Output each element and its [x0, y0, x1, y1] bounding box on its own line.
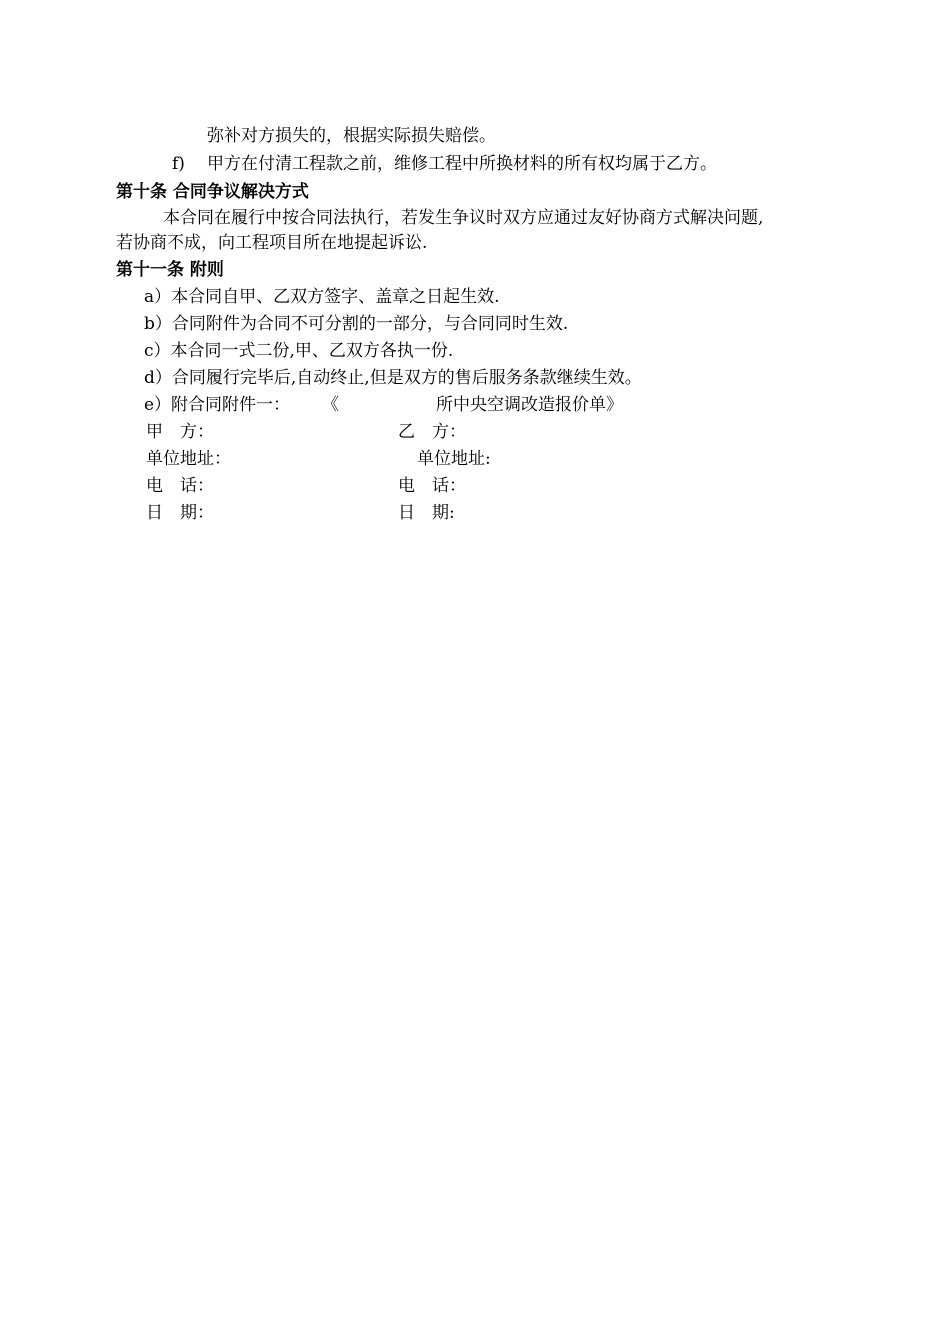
- clause10-paragraph-line1: 本合同在履行中按合同法执行，若发生争议时双方应通过友好协商方式解决问题,: [163, 208, 764, 228]
- party-a-phone-label: 电 话：: [146, 476, 214, 496]
- clause9-item-f-marker: f): [172, 154, 185, 174]
- clause11-item-e-open-bracket: 《: [322, 395, 339, 415]
- party-a-date-label: 日 期：: [146, 503, 214, 523]
- party-b-phone-label: 电 话：: [398, 476, 466, 496]
- clause11-item-a: a）本合同自甲、乙双方签字、盖章之日起生效.: [144, 287, 500, 307]
- clause11-item-e-prefix: e）附合同附件一：: [144, 395, 291, 415]
- party-a-address-label: 单位地址：: [146, 449, 231, 469]
- clause9-item-f-text: 甲方在付清工程款之前，维修工程中所换材料的所有权均属于乙方。: [207, 154, 717, 174]
- clause10-paragraph-line2: 若协商不成，向工程项目所在地提起诉讼.: [116, 233, 428, 253]
- clause11-item-d: d）合同履行完毕后,自动终止,但是双方的售后服务条款继续生效。: [144, 368, 642, 388]
- party-b-label: 乙 方：: [398, 422, 466, 442]
- clause9-continuation: 弥补对方损失的，根据实际损失赔偿。: [207, 126, 496, 146]
- clause10-heading: 第十条 合同争议解决方式: [116, 182, 309, 202]
- party-b-date-label: 日 期:: [398, 503, 455, 523]
- clause11-item-e-title: 所中央空调改造报价单》: [436, 395, 623, 415]
- party-b-address-label: 单位地址:: [417, 449, 491, 469]
- clause11-item-b: b）合同附件为合同不可分割的一部分，与合同同时生效.: [144, 314, 569, 334]
- clause11-heading: 第十一条 附则: [116, 260, 224, 280]
- clause11-item-c: c）本合同一式二份,甲、乙双方各执一份.: [144, 341, 454, 361]
- party-a-label: 甲 方：: [146, 422, 214, 442]
